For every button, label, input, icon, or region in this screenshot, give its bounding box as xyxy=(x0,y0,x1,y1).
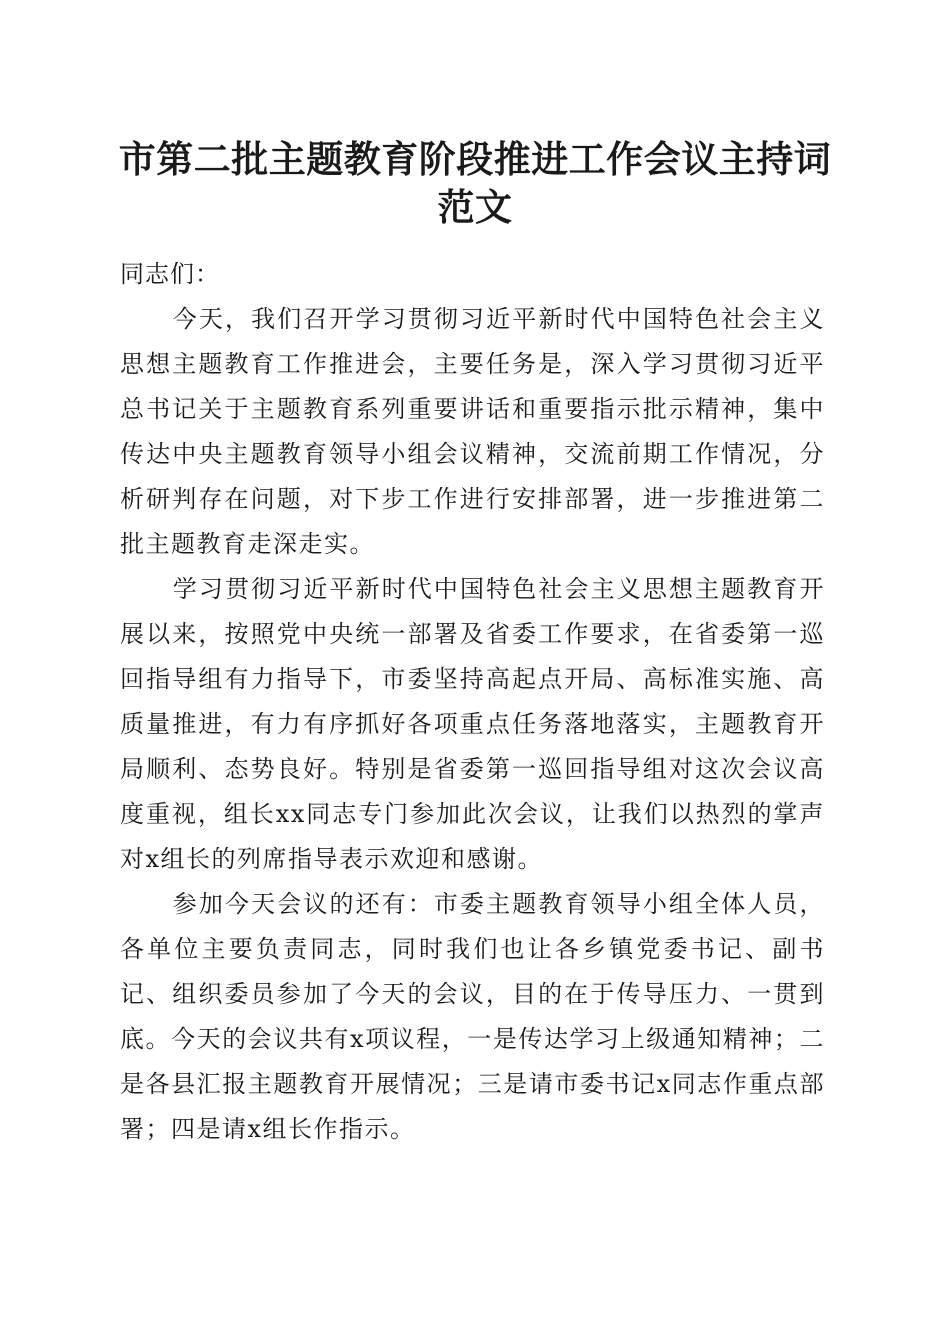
paragraph-3: 参加今天会议的还有：市委主题教育领导小组全体人员，各单位主要负责同志，同时我们也让各乡镇党委书记、副书记、组织委员参加了今天的会议，目的在于传导压力、一贯到底。今天的会议共有x项议程，一是传达学习上级通知精神；二是各县汇报主题教育开展情况；三是请市委书记x同志作重点部署；四是请x组长作指示。 xyxy=(120,890,825,1143)
paragraph-1: 今天，我们召开学习贯彻习近平新时代中国特色社会主义思想主题教育工作推进会，主要任务是，深入学习贯彻习近平总书记关于主题教育系列重要讲话和重要指示批示精神，集中传达中央主题教育领导小组会议精神，交流前期工作情况，分析研判存在问题，对下步工作进行安排部署，进一步推进第二批主题教育走深走实。 xyxy=(120,305,825,558)
document-body xyxy=(120,252,825,1152)
salutation: 同志们： xyxy=(120,260,220,288)
paragraph-2: 学习贯彻习近平新时代中国特色社会主义思想主题教育开展以来，按照党中央统一部署及省委工作要求，在省委第一巡回指导组有力指导下，市委坚持高起点开局、高标准实施、高质量推进，有力有序抓好各项重点任务落地落实，主题教育开局顺利、态势良好。特别是省委第一巡回指导组对这次会议高度重视，组长xx同志专门参加此次会议，让我们以热烈的掌声对x组长的列席指导表示欢迎和感谢。 xyxy=(120,575,825,873)
document-title: 市第二批主题教育阶段推进工作会议主持词范文 xyxy=(118,137,832,229)
